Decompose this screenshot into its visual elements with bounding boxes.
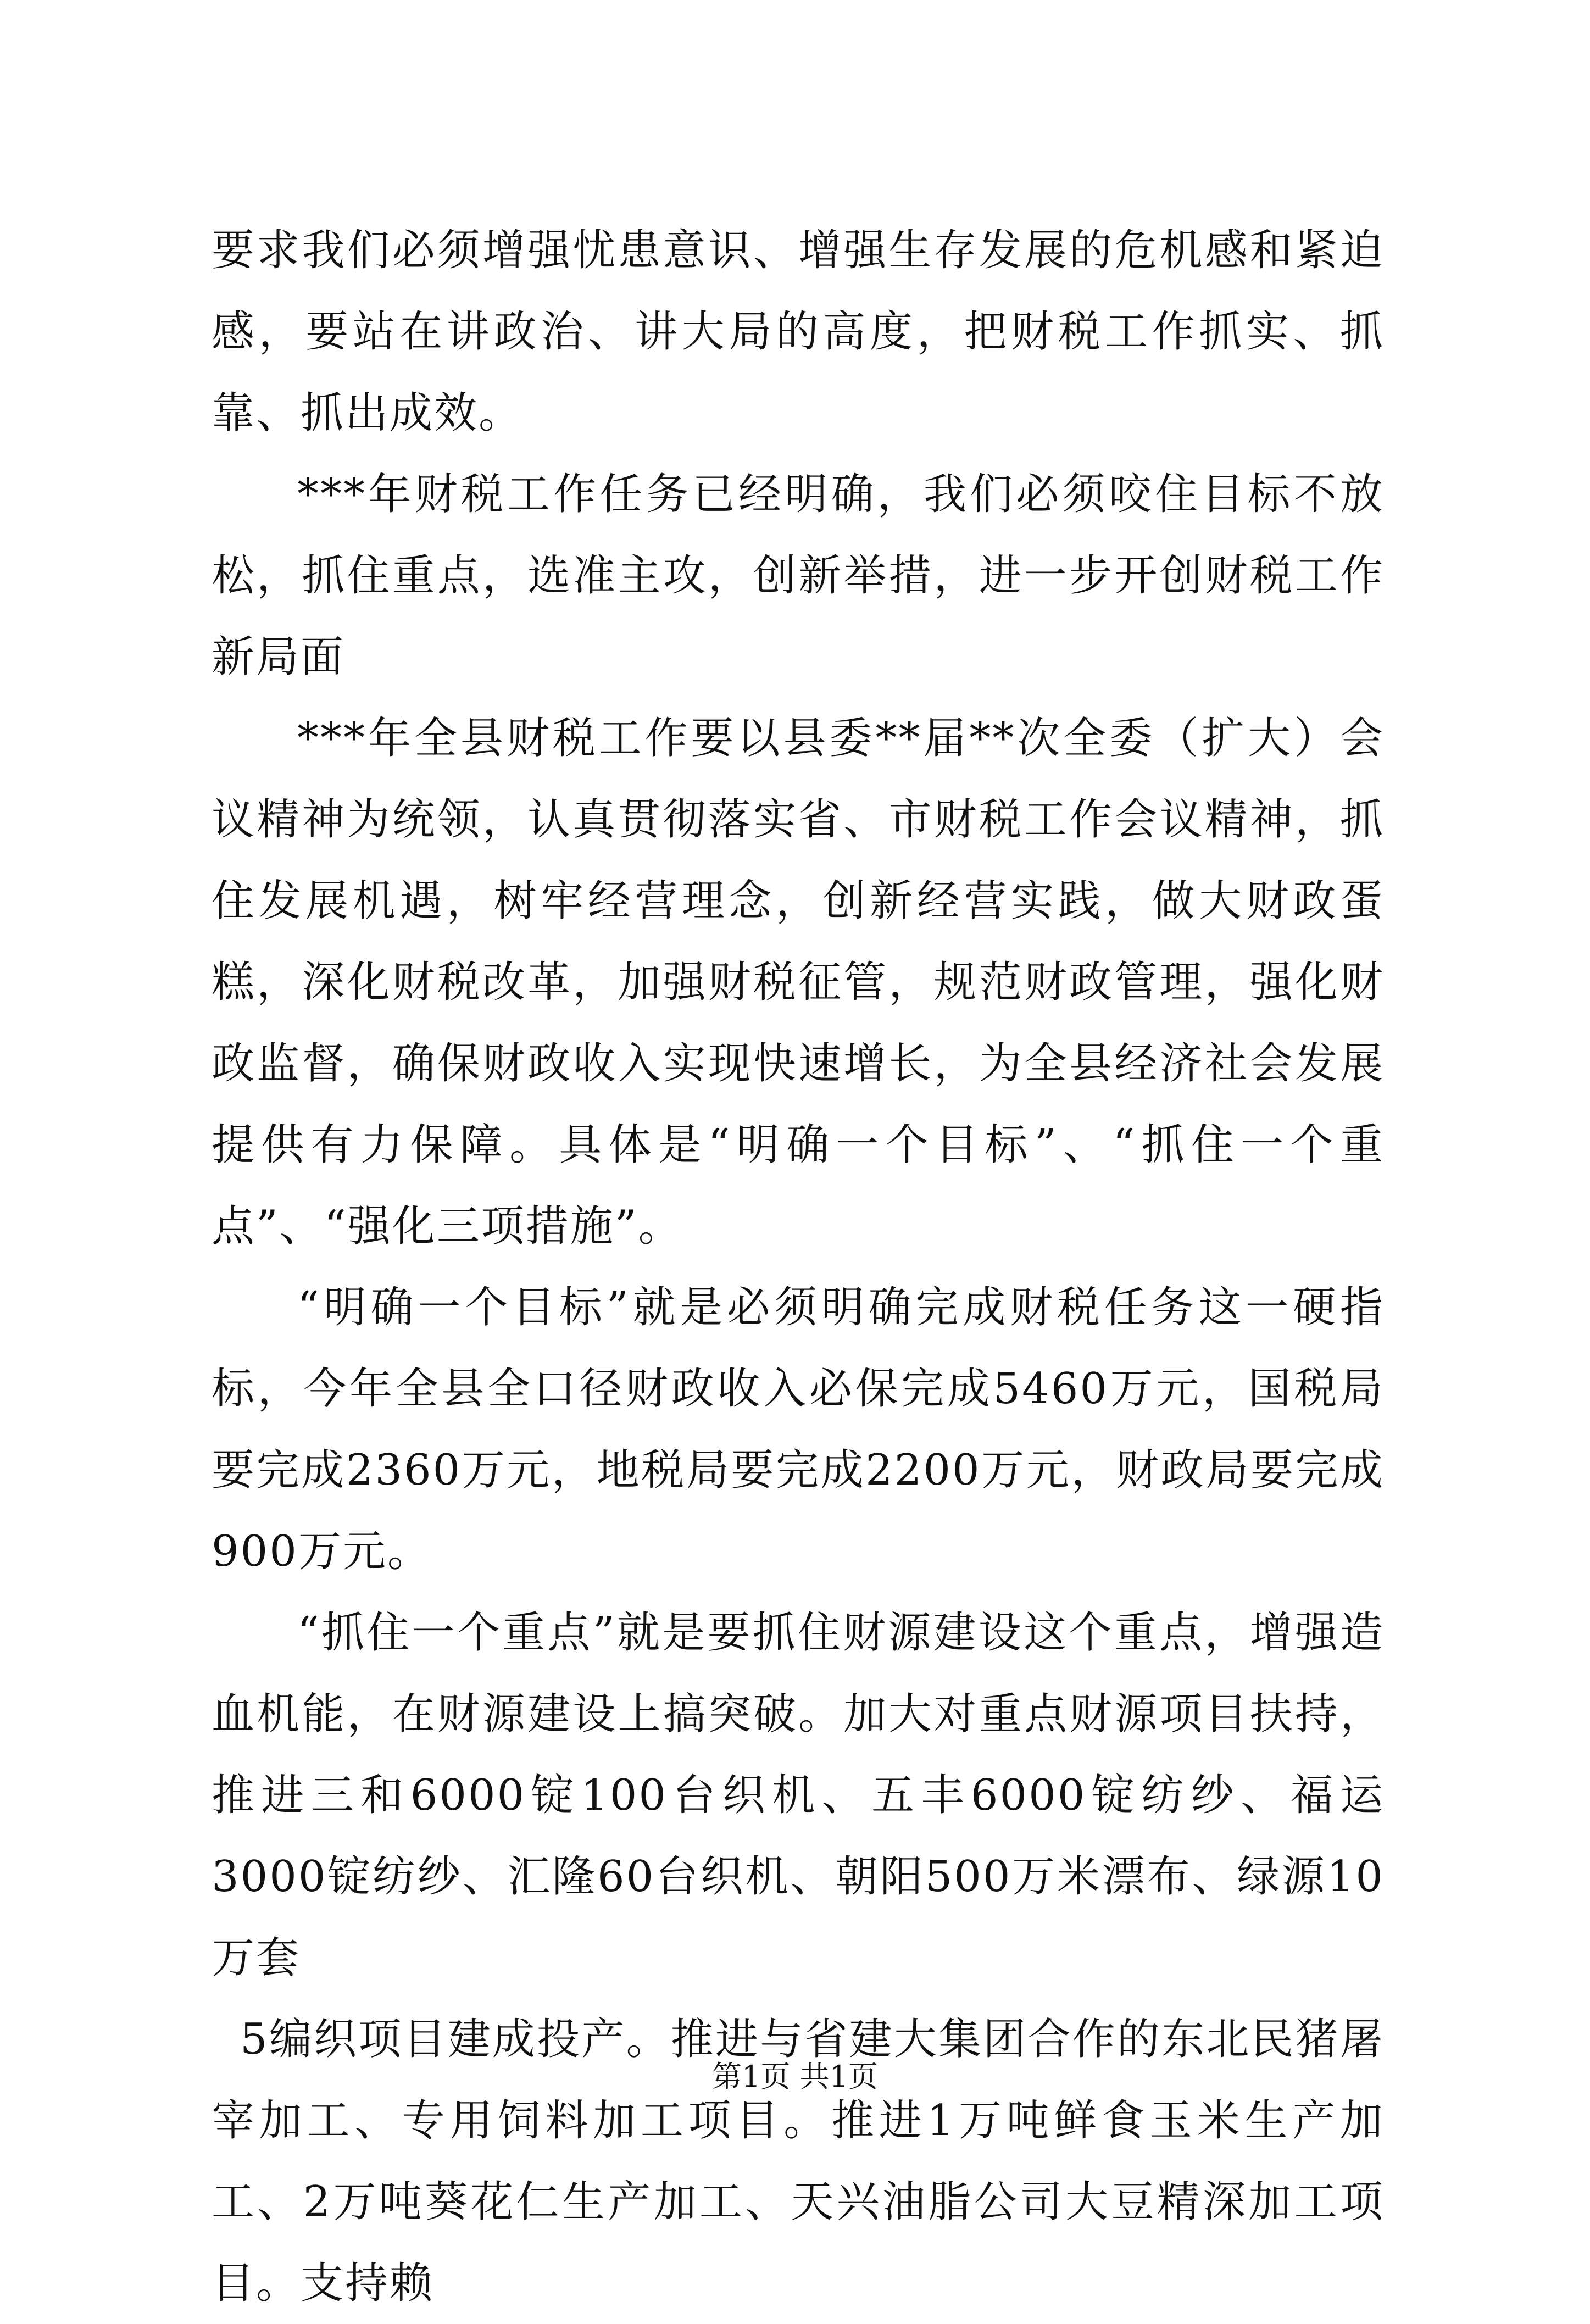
paragraph: 5编织项目建成投产。推进与省建大集团合作的东北民猪屠宰加工、专用饲料加工项目。推进1万吨鲜食玉米生产加工、2万吨葵花仁生产加工、天兴油脂公司大豆精深加工项目。支持赖: [212, 2015, 1385, 2308]
page-footer: 第1页 共1页: [712, 2059, 878, 2094]
paragraph: “明确一个目标”就是必须明确完成财税任务这一硬指标，今年全县全口径财政收入必保完成5460万元，国税局要完成2360万元，地税局要完成2200万元，财政局要完成900万元。: [212, 1283, 1385, 1576]
paragraph: ***年财税工作任务已经明确，我们必须咬住目标不放松，抓住重点，选准主攻，创新举措，进一步开创财税工作新局面: [212, 470, 1385, 682]
paragraph: ***年全县财税工作要以县委**届**次全委（扩大）会议精神为统领，认真贯彻落实省、市财税工作会议精神，抓住发展机遇，树牢经营理念，创新经营实践，做大财政蛋糕，深化财税改革，加强财税征管，规范财政管理，强化财政监督，确保财政收入实现快速增长，为全县经济社会发展提供有力保障。具体是“明确一个目标”、“抓住一个重点”、“强化三项措施”。: [212, 714, 1385, 1251]
paragraph: “抓住一个重点”就是要抓住财源建设这个重点，增强造血机能，在财源建设上搞突破。加大对重点财源项目扶持，推进三和6000锭100台织机、五丰6000锭纺纱、福运3000锭纺纱、汇隆60台织机、朝阳500万米漂布、绿源10万套: [212, 1608, 1385, 1983]
paragraph: 要求我们必须增强忧患意识、增强生存发展的危机感和紧迫感，要站在讲政治、讲大局的高度，把财税工作抓实、抓靠、抓出成效。: [212, 226, 1385, 438]
document-body: [212, 210, 1385, 2324]
